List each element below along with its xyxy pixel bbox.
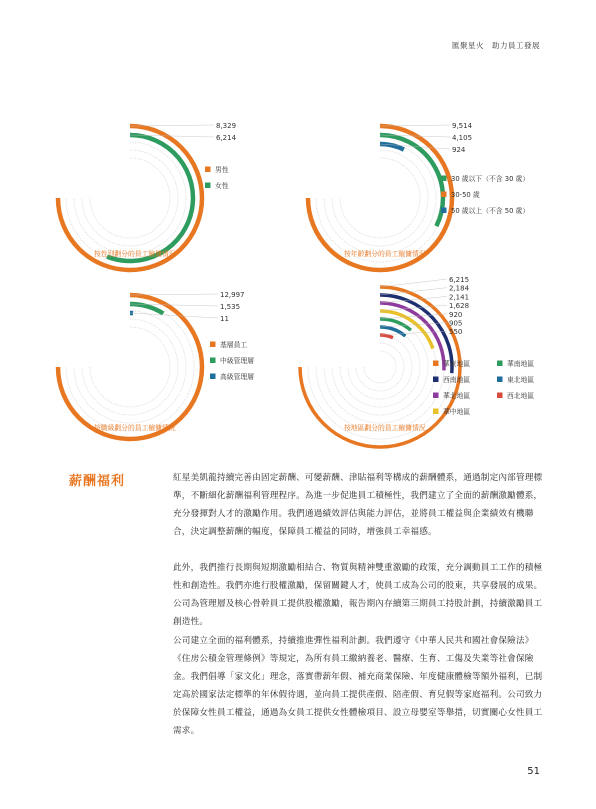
chart4-leader-1: [380, 279, 447, 287]
chart4-value-label-7: 550: [449, 328, 463, 337]
chart1-value-label-1: 8,329: [216, 122, 237, 130]
chart2-legend-swatch-1: [441, 176, 447, 182]
chart1-legend-swatch-1: [205, 167, 211, 173]
chart1-legend-label-2: 女性: [215, 182, 229, 190]
chart4-value-label-6: 905: [449, 319, 463, 328]
chart4-legend-swatch-4: [433, 409, 439, 415]
chart1-legend-label-1: 男性: [215, 166, 229, 174]
chart4-legend-swatch-6: [497, 377, 503, 383]
chart4-value-label-4: 1,628: [449, 302, 470, 311]
chart4-arc-2: [380, 295, 452, 373]
chart2-title: 按年齡劃分的員工僱傭情況: [344, 250, 426, 258]
chart4-value-label-1: 6,215: [449, 276, 470, 284]
chart4-legend-label-6: 東北地區: [507, 376, 535, 384]
chart1-arc-2: [107, 135, 193, 261]
paragraph-1: 紅星美凱龍持續完善由固定薪酬、可變薪酬、津貼福利等構成的薪酬體系，通過制定內部管理標準，不斷細化薪酬福利管理程序。為進一步促進員工積極性，我們建立了全面的薪酬激勵體系，充分發揮對人才的激勵作用。我們通過績效評估與能力評估，並將員工權益與企業績效有機聯合，決定調整薪酬的幅度，保障員工權益的同時，增強員工幸福感。: [173, 473, 543, 537]
chart3-legend-label-3: 高級管理層: [220, 373, 254, 381]
chart4-track: [348, 335, 412, 399]
chart1-arc-1: [58, 126, 202, 270]
paragraph-3: 公司建立全面的福利體系，持續推進彈性福利計劃。我們遵守《中華人民共和國社會保險法》《住房公積金管理條例》等規定，為所有員工繳納養老、醫療、生育、工傷及失業等社會保險金。我們倡導「家文化」理念，落實帶薪年假、補充商業保險、年度健康體檢等額外福利，已制定高於國家法定標準的年休假待遇，並向員工提供產假、陪產假、育兒假等家庭福利。公司致力於保障女性員工權益，通過為女員工提供女性體檢項目、設立母嬰室等舉措，切實關心女性員工需求。: [173, 636, 543, 736]
chart3-track: [66, 303, 194, 431]
chart4-track: [356, 343, 404, 391]
chart3-legend-swatch-1: [210, 342, 216, 348]
chart1-track: [82, 150, 178, 246]
chart2-legend-swatch-3: [441, 208, 447, 214]
chart4-legend-swatch-1: [433, 361, 439, 367]
chart3-track: [90, 327, 170, 407]
chart3-legend-label-1: 基層員工: [220, 341, 248, 349]
chart4-legend-label-3: 華北地區: [443, 392, 471, 400]
page-header: 匯聚星火 助力員工發展: [452, 41, 540, 50]
chart4-legend-swatch-5: [497, 361, 503, 367]
chart2-legend-label-2: 30-50 歲: [451, 191, 480, 199]
paragraph-2: 此外，我們推行長期與短期激勵相結合、物質與精神雙重激勵的政策，充分調動員工工作的積極性和創造性。我們亦進行股權激勵，保留關鍵人才，使員工成為公司的股東，共享發展的成果。公司為管理層及核心骨幹員工提供股權激勵，報告期內存續第三期員工持股計劃，持續激勵員工創造性。: [173, 563, 543, 627]
chart3-value-label-3: 11: [220, 315, 229, 323]
chart4-value-label-5: 920: [449, 310, 463, 319]
chart4-arc-7: [380, 335, 393, 338]
chart4-title: 按地區劃分的員工僱傭情況: [344, 424, 426, 432]
chart3-legend-swatch-3: [210, 374, 216, 380]
chart2-legend-label-1: 30 歲以下（不含 30 歲）: [451, 175, 530, 183]
chart2-track: [332, 150, 428, 246]
chart2-track: [324, 142, 436, 254]
chart3-arc-1: [58, 295, 202, 439]
chart4-legend-swatch-2: [433, 377, 439, 383]
chart4-legend-label-4: 華中地區: [443, 408, 471, 416]
chart4-legend-label-2: 西南地區: [443, 376, 471, 384]
chart3-leader-3: [130, 313, 218, 318]
chart1-track: [90, 158, 170, 238]
chart1-value-label-2: 6,214: [216, 134, 237, 142]
chart4-value-label-3: 2,141: [449, 293, 470, 302]
chart4-legend-label-1: 華東地區: [443, 360, 471, 368]
chart4-legend-label-5: 華南地區: [507, 360, 535, 368]
chart3-track: [74, 311, 186, 423]
chart3-legend-swatch-2: [210, 358, 216, 364]
chart1-legend-swatch-2: [205, 183, 211, 189]
chart2-track: [340, 158, 420, 238]
chart2-value-label-3: 924: [452, 146, 466, 154]
chart4-value-label-2: 2,184: [449, 284, 470, 293]
chart4-legend-swatch-3: [433, 393, 439, 399]
chart4-track: [340, 327, 420, 407]
chart2-value-label-2: 4,105: [452, 134, 473, 142]
chart3-value-label-1: 12,997: [220, 291, 245, 299]
section-title: 薪酬福利: [69, 474, 126, 489]
page-number: 51: [527, 766, 540, 777]
chart4-leader-5: [380, 314, 447, 319]
chart2-legend-label-3: 50 歲以上（不含 50 歲）: [451, 207, 530, 215]
chart4-track: [364, 351, 396, 383]
chart4-legend-label-7: 西北地區: [507, 392, 535, 400]
chart2-value-label-1: 9,514: [452, 122, 473, 130]
chart3-value-label-2: 1,535: [220, 303, 241, 311]
chart1-title: 按性別劃分的員工僱傭情況: [94, 250, 176, 258]
chart3-track: [82, 319, 178, 415]
chart3-arc-2: [130, 304, 163, 314]
chart3-legend-label-2: 中級管理層: [220, 357, 254, 365]
chart4-legend-swatch-7: [497, 393, 503, 399]
chart3-title: 按職級劃分的員工僱傭情況: [94, 424, 176, 432]
chart4-arc-4: [380, 311, 433, 349]
chart1-track: [74, 142, 186, 254]
chart2-legend-swatch-2: [441, 192, 447, 198]
